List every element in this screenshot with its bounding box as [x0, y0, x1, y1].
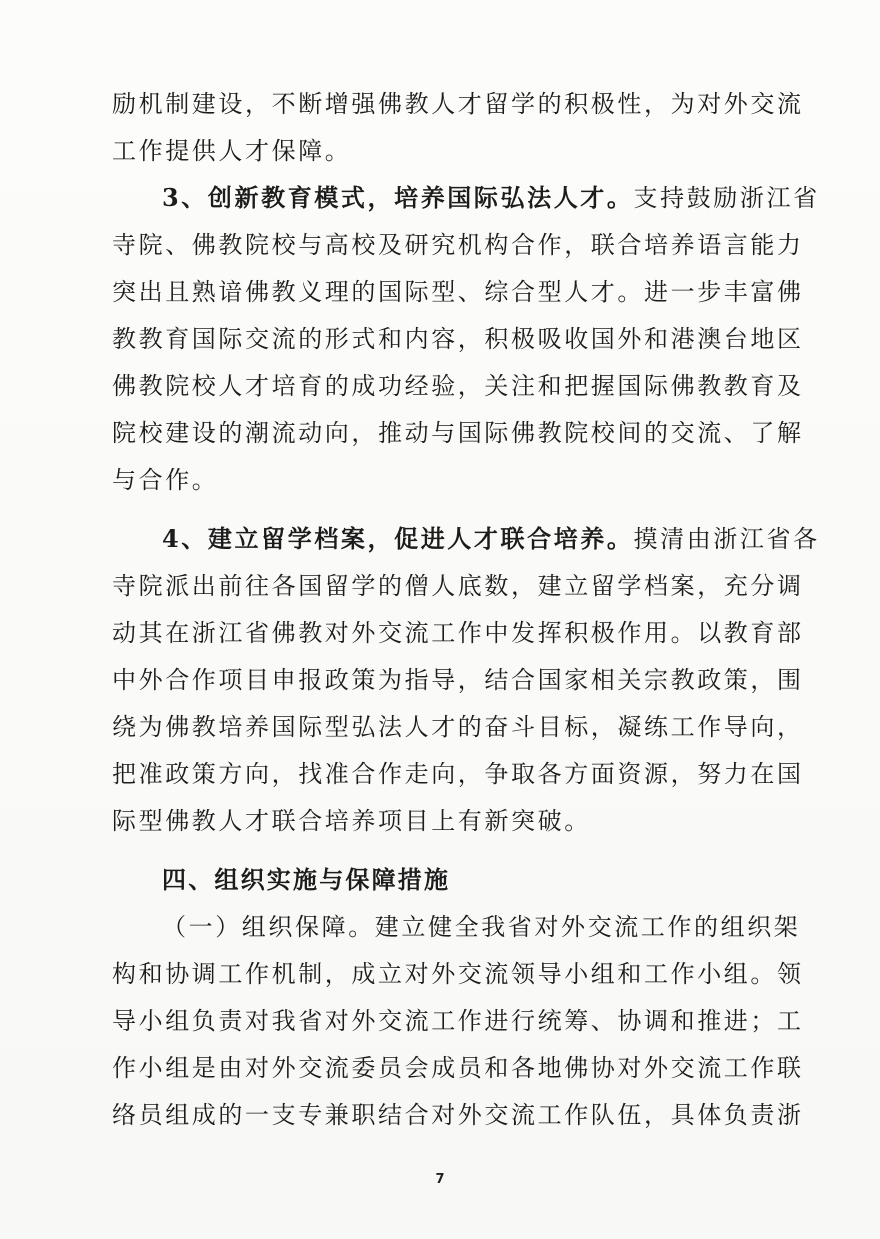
page-number: 7: [435, 1172, 445, 1187]
text-line: 寺院、佛教院校与高校及研究机构合作，联合培养语言能力: [112, 231, 804, 259]
text-line: 把准政策方向，找准合作走向，争取各方面资源，努力在国: [112, 760, 804, 788]
text-line: 作小组是由对外交流委员会成员和各地佛协对外交流工作联: [112, 1054, 804, 1082]
text-line: 工作提供人才保障。: [112, 137, 352, 165]
text-line: （一）组织保障。建立健全我省对外交流工作的组织架: [162, 913, 801, 941]
text-line: 院校建设的潮流动向，推动与国际佛教院校间的交流、了解: [112, 419, 804, 447]
text-segment: 摸清由浙江省各: [633, 525, 820, 553]
text-line: [162, 519, 820, 559]
text-line: 寺院派出前往各国留学的僧人底数，建立留学档案，充分调: [112, 572, 804, 600]
text-line: 突出且熟谙佛教义理的国际型、综合型人才。进一步丰富佛: [112, 278, 804, 306]
text-line: 与合作。: [112, 466, 219, 494]
text-line: 佛教院校人才培育的成功经验，关注和把握国际佛教教育及: [112, 372, 804, 400]
section-heading-inline: 3、创新教育模式，培养国际弘法人才。: [162, 183, 634, 212]
text-line: 动其在浙江省佛教对外交流工作中发挥积极作用。以教育部: [112, 619, 804, 647]
text-line: 导小组负责对我省对外交流工作进行统筹、协调和推进；工: [112, 1007, 804, 1035]
section-title: 四、组织实施与保障措施: [162, 866, 451, 894]
text-line: 绕为佛教培养国际型弘法人才的奋斗目标，凝练工作导向，: [112, 713, 804, 741]
text-line: 络员组成的一支专兼职结合对外交流工作队伍，具体负责浙: [112, 1101, 804, 1129]
text-line: 励机制建设，不断增强佛教人才留学的积极性，为对外交流: [112, 90, 804, 118]
text-line: 中外合作项目申报政策为指导，结合国家相关宗教政策，围: [112, 666, 804, 694]
text-line: 教教育国际交流的形式和内容，积极吸收国外和港澳台地区: [112, 325, 804, 353]
text-line: 际型佛教人才联合培养项目上有新突破。: [112, 807, 591, 835]
section-heading-inline: 4、建立留学档案，促进人才联合培养。: [162, 524, 634, 553]
text-line: 构和协调工作机制，成立对外交流领导小组和工作小组。领: [112, 960, 804, 988]
text-segment: 支持鼓励浙江省: [633, 184, 820, 212]
text-line: [162, 178, 820, 218]
